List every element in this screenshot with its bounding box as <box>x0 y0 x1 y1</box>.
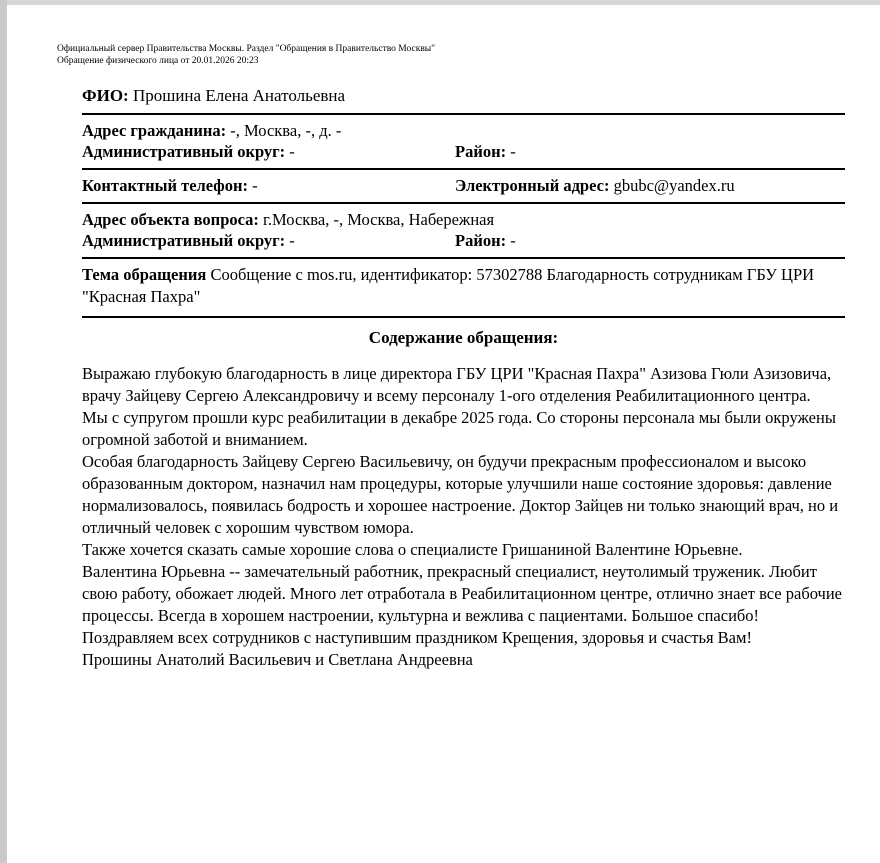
appeal-body <box>82 363 845 671</box>
admin-district-2-cell <box>82 230 455 251</box>
admin-district-1-label: Административный округ: <box>82 142 286 161</box>
citizen-address-label: Адрес гражданина: <box>82 121 227 140</box>
district-1-value: - <box>510 142 516 161</box>
contact-row <box>82 170 845 204</box>
topic-row <box>82 259 845 318</box>
phone-value: - <box>252 176 258 195</box>
district-1-label: Район: <box>455 142 507 161</box>
admin-district-1-value: - <box>289 142 295 161</box>
document-content <box>82 82 845 671</box>
fio-label: ФИО: <box>82 86 129 105</box>
district-1-cell <box>455 141 845 162</box>
fio-value: Прошина Елена Анатольевна <box>132 86 346 105</box>
email-cell <box>455 175 845 196</box>
fio-row <box>82 82 845 115</box>
citizen-address-value: -, Москва, -, д. - <box>230 121 342 140</box>
object-address-row <box>82 209 845 230</box>
content-paragraph: Прошины Анатолий Васильевич и Светлана Андреевна <box>82 650 473 669</box>
phone-label: Контактный телефон: <box>82 176 248 195</box>
email-value: gbubc@yandex.ru <box>613 176 735 195</box>
admin-district-1-cell <box>82 141 455 162</box>
content-heading: Содержание обращения: <box>368 328 559 347</box>
object-address-label: Адрес объекта вопроса: <box>82 210 259 229</box>
admin-district-2-value: - <box>289 231 295 250</box>
page-left-edge <box>0 0 7 863</box>
district-2-cell <box>455 230 845 251</box>
header-source-line: Официальный сервер Правительства Москвы. Раздел "Обращения в Правительство Москвы" <box>57 44 436 54</box>
citizen-address-block <box>82 115 845 170</box>
object-address-block <box>82 204 845 259</box>
citizen-address-row <box>82 120 845 141</box>
district-2-label: Район: <box>455 231 507 250</box>
topic-value: Сообщение с mos.ru, идентификатор: 57302788 Благодарность сотрудникам ГБУ ЦРИ "Красная Пахра" <box>82 265 815 306</box>
topic-label: Тема обращения <box>82 265 207 284</box>
object-address-value: г.Москва, -, Москва, Набережная <box>263 210 495 229</box>
email-label: Электронный адрес: <box>455 176 610 195</box>
phone-cell <box>82 175 455 196</box>
document-header <box>57 43 880 67</box>
header-date-line: Обращение физического лица от 20.01.2026 20:23 <box>57 56 259 66</box>
content-paragraph: Выражаю глубокую благодарность в лице директора ГБУ ЦРИ "Красная Пахра" Азизова Гюли Азизовича, врачу Зайцеву Сергею Александровичу и всему персоналу 1-ого отделения Реабилитационного центра. <box>82 364 832 405</box>
content-paragraph: Также хочется сказать самые хорошие слова о специалисте Гришаниной Валентине Юрьевне. <box>82 540 743 559</box>
content-paragraph: Особая благодарность Зайцеву Сергею Васильевичу, он будучи прекрасным профессионалом и высоко образованным доктором, назначил нам процедуры, которые улучшили наше состояние здоровья: давление нормализовалось, появилась бодрость и хорошее настроение. Доктор Зайцев ни только знающий врач, но и отличный человек с хорошим чувством юмора. <box>82 452 839 537</box>
page-top-edge <box>7 0 880 5</box>
citizen-district-row <box>82 141 845 162</box>
object-district-row <box>82 230 845 251</box>
content-paragraph: Поздравляем всех сотрудников с наступившим праздником Крещения, здоровья и счастья Вам! <box>82 628 752 647</box>
content-paragraph: Мы с супругом прошли курс реабилитации в декабре 2025 года. Со стороны персонала мы были окружены огромной заботой и вниманием. <box>82 408 836 449</box>
admin-district-2-label: Административный округ: <box>82 231 286 250</box>
content-paragraph: Валентина Юрьевна -- замечательный работник, прекрасный специалист, неутолимый труженик. Любит свою работу, обожает людей. Много лет отработала в Реабилитационном центре, отлично знает все рабочие процессы. Всегда в хорошем настроении, культурна и вежлива с пациентами. Большое спасибо! <box>82 562 842 625</box>
district-2-value: - <box>510 231 516 250</box>
